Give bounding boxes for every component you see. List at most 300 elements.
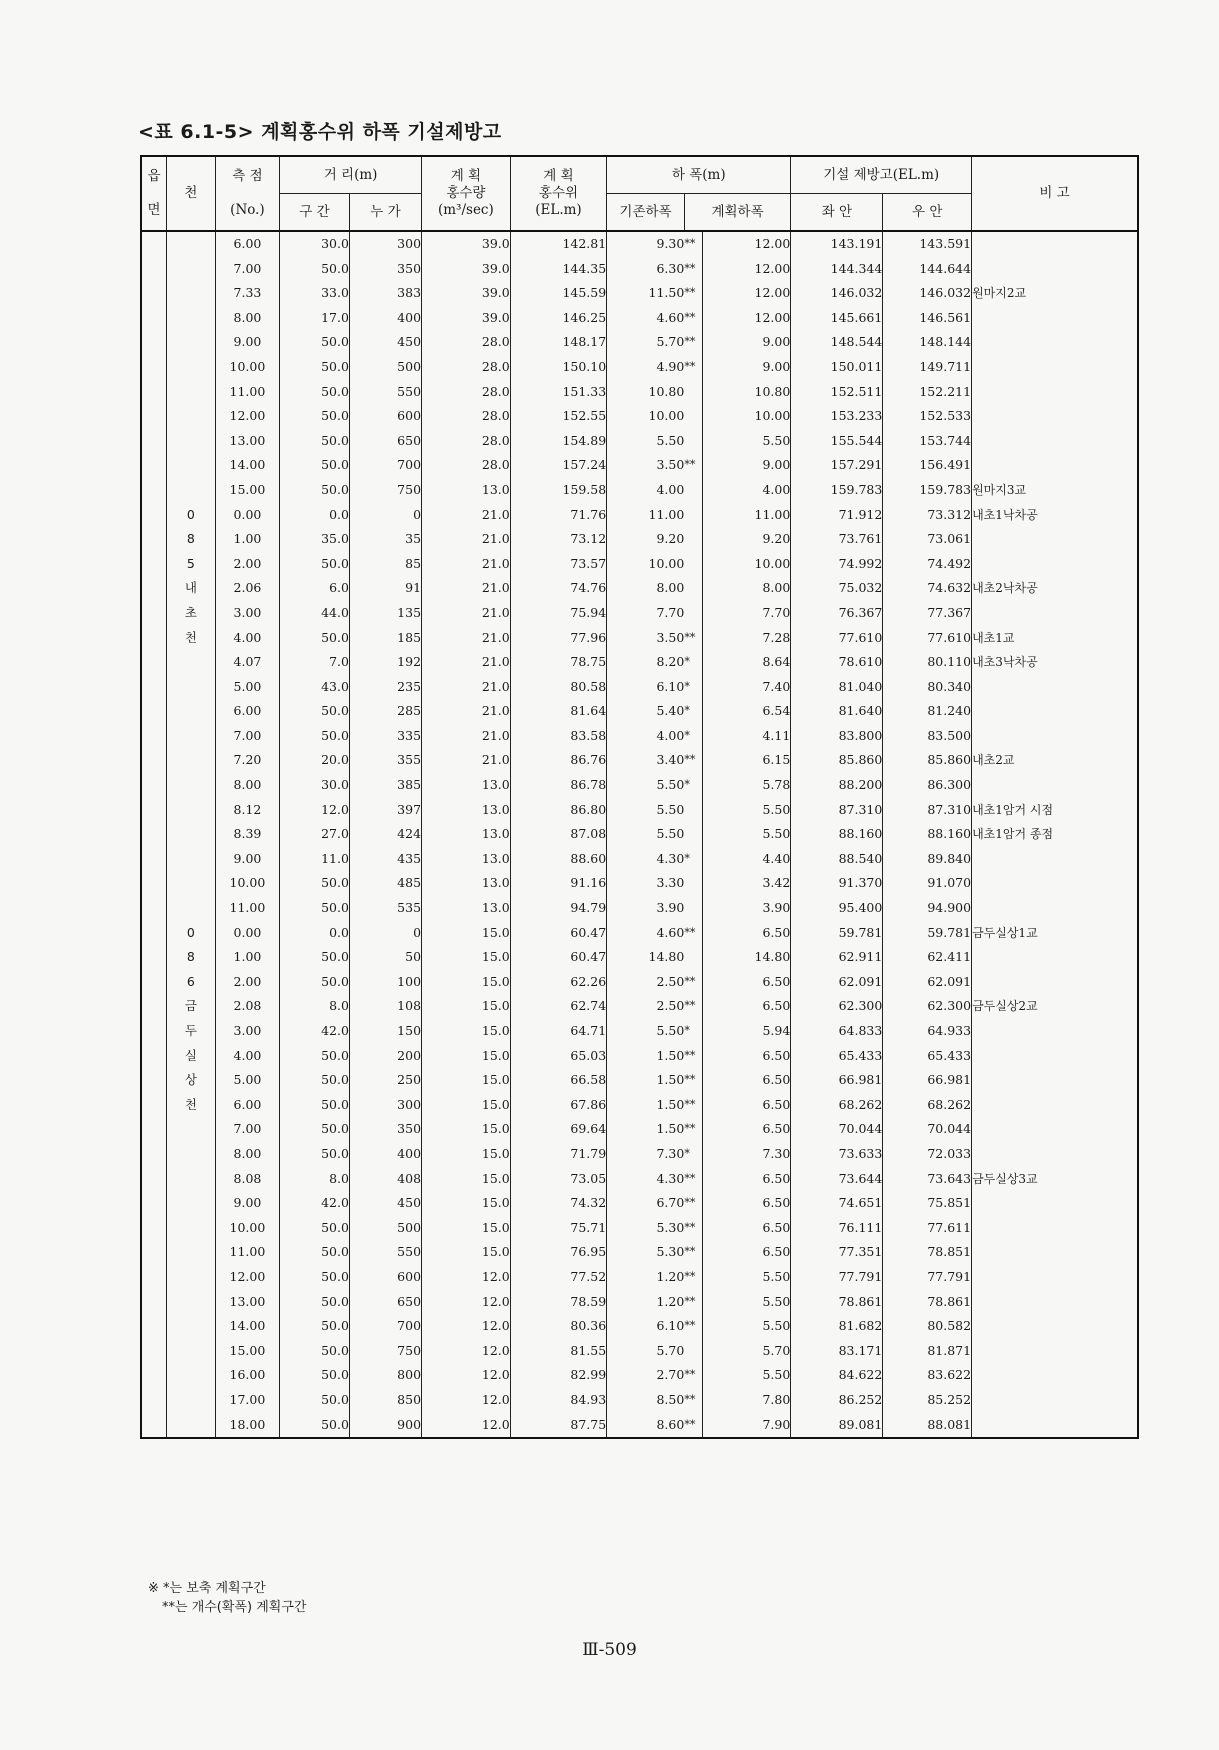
width-plan-cell: 6.50 bbox=[702, 1191, 791, 1216]
dist-cum-cell: 300 bbox=[349, 231, 421, 257]
table-row bbox=[141, 1314, 1138, 1339]
dist-cum-cell: 535 bbox=[349, 896, 421, 921]
level-cell: 73.05 bbox=[510, 1167, 606, 1192]
table-row bbox=[141, 1388, 1138, 1413]
width-mark-cell: * bbox=[684, 847, 702, 872]
dist-cum-cell: 500 bbox=[349, 355, 421, 380]
level-cell: 76.95 bbox=[510, 1240, 606, 1265]
stream-cell: 5 bbox=[167, 552, 216, 577]
station-cell: 6.00 bbox=[215, 699, 279, 724]
eup-cell bbox=[141, 822, 167, 847]
level-cell: 154.89 bbox=[510, 429, 606, 454]
bank-right-cell: 77.367 bbox=[883, 601, 972, 626]
eup-cell bbox=[141, 699, 167, 724]
bank-right-cell: 80.340 bbox=[883, 675, 972, 700]
station-cell: 8.12 bbox=[215, 798, 279, 823]
bank-right-cell: 146.561 bbox=[883, 306, 972, 331]
dist-cum-cell: 35 bbox=[349, 527, 421, 552]
flow-cell: 15.0 bbox=[422, 1240, 511, 1265]
bank-right-cell: 73.643 bbox=[883, 1167, 972, 1192]
stream-cell: 0 bbox=[167, 921, 216, 946]
width-exist-cell: 4.30 bbox=[607, 1167, 685, 1192]
width-exist-cell: 5.70 bbox=[607, 1339, 685, 1364]
flow-cell: 39.0 bbox=[422, 257, 511, 282]
station-cell: 9.00 bbox=[215, 1191, 279, 1216]
eup-cell bbox=[141, 650, 167, 675]
width-plan-cell: 6.54 bbox=[702, 699, 791, 724]
width-exist-cell: 1.20 bbox=[607, 1265, 685, 1290]
width-mark-cell: ** bbox=[684, 306, 702, 331]
eup-cell bbox=[141, 306, 167, 331]
level-cell: 64.71 bbox=[510, 1019, 606, 1044]
width-plan-cell: 6.50 bbox=[702, 1167, 791, 1192]
width-mark-cell bbox=[684, 478, 702, 503]
dist-cum-cell: 397 bbox=[349, 798, 421, 823]
width-exist-cell: 4.30 bbox=[607, 847, 685, 872]
width-mark-cell: ** bbox=[684, 1388, 702, 1413]
level-cell: 82.99 bbox=[510, 1363, 606, 1388]
flow-cell: 15.0 bbox=[422, 1216, 511, 1241]
bank-right-cell: 81.871 bbox=[883, 1339, 972, 1364]
dist-section-cell: 50.0 bbox=[280, 724, 350, 749]
dist-section-cell: 50.0 bbox=[280, 1093, 350, 1118]
flow-cell: 21.0 bbox=[422, 724, 511, 749]
table-row bbox=[141, 380, 1138, 405]
flow-cell: 21.0 bbox=[422, 527, 511, 552]
bank-left-cell: 77.610 bbox=[791, 626, 883, 651]
level-cell: 86.76 bbox=[510, 748, 606, 773]
bank-right-cell: 64.933 bbox=[883, 1019, 972, 1044]
table-row bbox=[141, 1363, 1138, 1388]
level-cell: 73.12 bbox=[510, 527, 606, 552]
bank-left-cell: 77.351 bbox=[791, 1240, 883, 1265]
dist-section-cell: 50.0 bbox=[280, 1068, 350, 1093]
width-plan-cell: 5.50 bbox=[702, 798, 791, 823]
width-plan-cell: 10.80 bbox=[702, 380, 791, 405]
station-cell: 1.00 bbox=[215, 527, 279, 552]
bank-right-cell: 88.081 bbox=[883, 1413, 972, 1439]
level-cell: 80.36 bbox=[510, 1314, 606, 1339]
dist-section-cell: 7.0 bbox=[280, 650, 350, 675]
dist-cum-cell: 91 bbox=[349, 576, 421, 601]
dist-cum-cell: 0 bbox=[349, 503, 421, 528]
bank-left-cell: 152.511 bbox=[791, 380, 883, 405]
station-cell: 6.00 bbox=[215, 1093, 279, 1118]
remark-cell: 내초1암거 시점 bbox=[972, 798, 1138, 823]
station-cell: 2.08 bbox=[215, 994, 279, 1019]
eup-cell bbox=[141, 675, 167, 700]
dist-cum-cell: 100 bbox=[349, 970, 421, 995]
table-row bbox=[141, 503, 1138, 528]
remark-cell bbox=[972, 355, 1138, 380]
width-plan-cell: 10.00 bbox=[702, 404, 791, 429]
dist-section-cell: 0.0 bbox=[280, 921, 350, 946]
station-cell: 16.00 bbox=[215, 1363, 279, 1388]
width-exist-cell: 5.30 bbox=[607, 1240, 685, 1265]
station-cell: 8.00 bbox=[215, 1142, 279, 1167]
level-cell: 77.96 bbox=[510, 626, 606, 651]
remark-cell bbox=[972, 404, 1138, 429]
dist-section-cell: 50.0 bbox=[280, 1363, 350, 1388]
level-cell: 144.35 bbox=[510, 257, 606, 282]
width-exist-cell: 14.80 bbox=[607, 945, 685, 970]
eup-cell bbox=[141, 1240, 167, 1265]
width-mark-cell: ** bbox=[684, 970, 702, 995]
dist-section-cell: 50.0 bbox=[280, 355, 350, 380]
width-plan-cell: 7.30 bbox=[702, 1142, 791, 1167]
eup-cell bbox=[141, 748, 167, 773]
flow-cell: 13.0 bbox=[422, 847, 511, 872]
table-row bbox=[141, 552, 1138, 577]
width-exist-cell: 2.70 bbox=[607, 1363, 685, 1388]
stream-cell bbox=[167, 896, 216, 921]
bank-left-cell: 74.651 bbox=[791, 1191, 883, 1216]
eup-cell bbox=[141, 281, 167, 306]
remark-cell bbox=[972, 1117, 1138, 1142]
width-exist-cell: 5.50 bbox=[607, 429, 685, 454]
level-cell: 66.58 bbox=[510, 1068, 606, 1093]
stream-cell bbox=[167, 330, 216, 355]
station-cell: 4.00 bbox=[215, 626, 279, 651]
flow-cell: 15.0 bbox=[422, 1117, 511, 1142]
stream-cell bbox=[167, 453, 216, 478]
flow-cell: 13.0 bbox=[422, 871, 511, 896]
note-widen: **는 개수(확폭) 계획구간 bbox=[162, 1600, 307, 1615]
bank-left-cell: 78.861 bbox=[791, 1290, 883, 1315]
width-exist-cell: 5.30 bbox=[607, 1216, 685, 1241]
station-cell: 2.00 bbox=[215, 552, 279, 577]
width-exist-cell: 7.30 bbox=[607, 1142, 685, 1167]
table-row bbox=[141, 281, 1138, 306]
level-cell: 74.32 bbox=[510, 1191, 606, 1216]
flow-cell: 15.0 bbox=[422, 1191, 511, 1216]
bank-left-cell: 76.111 bbox=[791, 1216, 883, 1241]
bank-right-cell: 85.860 bbox=[883, 748, 972, 773]
station-cell: 7.20 bbox=[215, 748, 279, 773]
eup-cell bbox=[141, 231, 167, 257]
table-row bbox=[141, 257, 1138, 282]
dist-section-cell: 50.0 bbox=[280, 699, 350, 724]
width-plan-cell: 5.50 bbox=[702, 429, 791, 454]
width-mark-cell: * bbox=[684, 773, 702, 798]
dist-cum-cell: 200 bbox=[349, 1044, 421, 1069]
bank-left-cell: 70.044 bbox=[791, 1117, 883, 1142]
table-row bbox=[141, 404, 1138, 429]
remark-cell bbox=[972, 896, 1138, 921]
width-plan-cell: 5.94 bbox=[702, 1019, 791, 1044]
bank-left-cell: 62.911 bbox=[791, 945, 883, 970]
dist-section-cell: 30.0 bbox=[280, 231, 350, 257]
bank-right-cell: 83.622 bbox=[883, 1363, 972, 1388]
width-mark-cell: * bbox=[684, 650, 702, 675]
width-mark-cell: ** bbox=[684, 1191, 702, 1216]
dist-section-cell: 12.0 bbox=[280, 798, 350, 823]
eup-cell bbox=[141, 1117, 167, 1142]
width-plan-cell: 5.50 bbox=[702, 1363, 791, 1388]
table-row bbox=[141, 355, 1138, 380]
remark-cell bbox=[972, 675, 1138, 700]
dist-cum-cell: 150 bbox=[349, 1019, 421, 1044]
bank-right-cell: 85.252 bbox=[883, 1388, 972, 1413]
stream-cell: 6 bbox=[167, 970, 216, 995]
width-exist-cell: 9.30 bbox=[607, 231, 685, 257]
station-cell: 9.00 bbox=[215, 847, 279, 872]
width-plan-cell: 10.00 bbox=[702, 552, 791, 577]
stream-cell bbox=[167, 798, 216, 823]
stream-cell bbox=[167, 1191, 216, 1216]
bank-left-cell: 150.011 bbox=[791, 355, 883, 380]
table-row bbox=[141, 527, 1138, 552]
stream-cell: 8 bbox=[167, 945, 216, 970]
width-plan-cell: 6.50 bbox=[702, 921, 791, 946]
width-mark-cell: ** bbox=[684, 1093, 702, 1118]
bank-left-cell: 73.761 bbox=[791, 527, 883, 552]
remark-cell bbox=[972, 871, 1138, 896]
width-plan-cell: 5.50 bbox=[702, 1314, 791, 1339]
bank-right-cell: 80.582 bbox=[883, 1314, 972, 1339]
dist-cum-cell: 450 bbox=[349, 330, 421, 355]
width-mark-cell bbox=[684, 503, 702, 528]
bank-left-cell: 73.644 bbox=[791, 1167, 883, 1192]
bank-left-cell: 78.610 bbox=[791, 650, 883, 675]
level-cell: 69.64 bbox=[510, 1117, 606, 1142]
dist-cum-cell: 650 bbox=[349, 429, 421, 454]
table-row bbox=[141, 994, 1138, 1019]
bank-left-cell: 91.370 bbox=[791, 871, 883, 896]
bank-right-cell: 159.783 bbox=[883, 478, 972, 503]
width-plan-cell: 7.40 bbox=[702, 675, 791, 700]
level-cell: 78.59 bbox=[510, 1290, 606, 1315]
width-plan-cell: 6.50 bbox=[702, 1117, 791, 1142]
eup-cell bbox=[141, 355, 167, 380]
flow-cell: 28.0 bbox=[422, 404, 511, 429]
bank-right-cell: 148.144 bbox=[883, 330, 972, 355]
bank-right-cell: 62.091 bbox=[883, 970, 972, 995]
level-cell: 145.59 bbox=[510, 281, 606, 306]
width-exist-cell: 8.20 bbox=[607, 650, 685, 675]
level-cell: 81.64 bbox=[510, 699, 606, 724]
width-exist-cell: 5.50 bbox=[607, 798, 685, 823]
stream-cell bbox=[167, 281, 216, 306]
bank-left-cell: 59.781 bbox=[791, 921, 883, 946]
bank-left-cell: 88.160 bbox=[791, 822, 883, 847]
width-exist-cell: 2.50 bbox=[607, 994, 685, 1019]
table-row bbox=[141, 1093, 1138, 1118]
width-plan-cell: 4.40 bbox=[702, 847, 791, 872]
station-cell: 12.00 bbox=[215, 1265, 279, 1290]
stream-cell bbox=[167, 1363, 216, 1388]
remark-cell bbox=[972, 330, 1138, 355]
station-cell: 15.00 bbox=[215, 478, 279, 503]
bank-right-cell: 59.781 bbox=[883, 921, 972, 946]
eup-cell bbox=[141, 1068, 167, 1093]
dist-section-cell: 50.0 bbox=[280, 1216, 350, 1241]
width-exist-cell: 3.90 bbox=[607, 896, 685, 921]
table-row bbox=[141, 478, 1138, 503]
dist-section-cell: 50.0 bbox=[280, 1142, 350, 1167]
stream-cell bbox=[167, 1388, 216, 1413]
remark-cell: 내초2교 bbox=[972, 748, 1138, 773]
eup-cell bbox=[141, 1044, 167, 1069]
bank-left-cell: 73.633 bbox=[791, 1142, 883, 1167]
table-row bbox=[141, 1240, 1138, 1265]
flow-cell: 13.0 bbox=[422, 478, 511, 503]
header-level: 계 획 홍수위 (EL.m) bbox=[510, 156, 606, 231]
flow-cell: 13.0 bbox=[422, 896, 511, 921]
width-plan-cell: 5.78 bbox=[702, 773, 791, 798]
stream-cell bbox=[167, 1290, 216, 1315]
level-cell: 60.47 bbox=[510, 945, 606, 970]
remark-cell bbox=[972, 1339, 1138, 1364]
remark-cell: 내초1낙차공 bbox=[972, 503, 1138, 528]
dist-cum-cell: 385 bbox=[349, 773, 421, 798]
width-mark-cell: ** bbox=[684, 1265, 702, 1290]
width-plan-cell: 3.42 bbox=[702, 871, 791, 896]
width-mark-cell: ** bbox=[684, 1068, 702, 1093]
width-mark-cell: ** bbox=[684, 1363, 702, 1388]
station-cell: 7.00 bbox=[215, 257, 279, 282]
eup-cell bbox=[141, 626, 167, 651]
width-mark-cell bbox=[684, 404, 702, 429]
level-cell: 62.26 bbox=[510, 970, 606, 995]
remark-cell: 원마지3교 bbox=[972, 478, 1138, 503]
bank-right-cell: 70.044 bbox=[883, 1117, 972, 1142]
header-width: 하 폭(m) bbox=[607, 156, 791, 194]
eup-cell bbox=[141, 970, 167, 995]
dist-cum-cell: 700 bbox=[349, 1314, 421, 1339]
width-plan-cell: 6.50 bbox=[702, 1240, 791, 1265]
bank-left-cell: 146.032 bbox=[791, 281, 883, 306]
dist-cum-cell: 400 bbox=[349, 306, 421, 331]
dist-section-cell: 11.0 bbox=[280, 847, 350, 872]
dist-cum-cell: 185 bbox=[349, 626, 421, 651]
flow-cell: 12.0 bbox=[422, 1413, 511, 1439]
dist-cum-cell: 0 bbox=[349, 921, 421, 946]
width-exist-cell: 5.70 bbox=[607, 330, 685, 355]
stream-cell bbox=[167, 1265, 216, 1290]
header-bank-right: 우 안 bbox=[883, 194, 972, 232]
width-plan-cell: 6.50 bbox=[702, 994, 791, 1019]
width-mark-cell bbox=[684, 1339, 702, 1364]
remark-cell bbox=[972, 1216, 1138, 1241]
remark-cell bbox=[972, 970, 1138, 995]
bank-right-cell: 94.900 bbox=[883, 896, 972, 921]
remark-cell: 내초1교 bbox=[972, 626, 1138, 651]
station-cell: 8.00 bbox=[215, 306, 279, 331]
stream-cell bbox=[167, 1413, 216, 1439]
stream-cell bbox=[167, 773, 216, 798]
station-cell: 10.00 bbox=[215, 1216, 279, 1241]
eup-cell bbox=[141, 478, 167, 503]
station-cell: 11.00 bbox=[215, 380, 279, 405]
flow-cell: 15.0 bbox=[422, 1142, 511, 1167]
dist-section-cell: 8.0 bbox=[280, 1167, 350, 1192]
bank-right-cell: 62.411 bbox=[883, 945, 972, 970]
eup-cell bbox=[141, 552, 167, 577]
table-row bbox=[141, 650, 1138, 675]
station-cell: 14.00 bbox=[215, 453, 279, 478]
width-mark-cell: * bbox=[684, 675, 702, 700]
dist-section-cell: 50.0 bbox=[280, 871, 350, 896]
level-cell: 67.86 bbox=[510, 1093, 606, 1118]
stream-cell bbox=[167, 1117, 216, 1142]
stream-cell bbox=[167, 847, 216, 872]
width-mark-cell: ** bbox=[684, 231, 702, 257]
width-exist-cell: 10.80 bbox=[607, 380, 685, 405]
station-cell: 10.00 bbox=[215, 355, 279, 380]
width-plan-cell: 5.50 bbox=[702, 1265, 791, 1290]
width-plan-cell: 6.50 bbox=[702, 1044, 791, 1069]
bank-right-cell: 66.981 bbox=[883, 1068, 972, 1093]
flow-cell: 13.0 bbox=[422, 773, 511, 798]
level-cell: 62.74 bbox=[510, 994, 606, 1019]
bank-right-cell: 83.500 bbox=[883, 724, 972, 749]
eup-cell bbox=[141, 921, 167, 946]
level-cell: 71.76 bbox=[510, 503, 606, 528]
bank-right-cell: 149.711 bbox=[883, 355, 972, 380]
bank-right-cell: 74.632 bbox=[883, 576, 972, 601]
station-cell: 13.00 bbox=[215, 1290, 279, 1315]
remark-cell bbox=[972, 1290, 1138, 1315]
table-row bbox=[141, 945, 1138, 970]
flow-cell: 21.0 bbox=[422, 576, 511, 601]
bank-right-cell: 86.300 bbox=[883, 773, 972, 798]
remark-cell bbox=[972, 231, 1138, 257]
width-exist-cell: 3.50 bbox=[607, 453, 685, 478]
dist-cum-cell: 600 bbox=[349, 1265, 421, 1290]
remark-cell bbox=[972, 429, 1138, 454]
note-reinforce: ※ *는 보축 계획구간 bbox=[148, 1581, 266, 1596]
table-row bbox=[141, 1142, 1138, 1167]
bank-right-cell: 68.262 bbox=[883, 1093, 972, 1118]
bank-left-cell: 81.640 bbox=[791, 699, 883, 724]
width-plan-cell: 9.00 bbox=[702, 330, 791, 355]
station-cell: 0.00 bbox=[215, 503, 279, 528]
header-bank: 기설 제방고(EL.m) bbox=[791, 156, 972, 194]
dist-cum-cell: 650 bbox=[349, 1290, 421, 1315]
level-cell: 60.47 bbox=[510, 921, 606, 946]
eup-cell bbox=[141, 1093, 167, 1118]
width-exist-cell: 5.50 bbox=[607, 822, 685, 847]
stream-cell: 내 bbox=[167, 576, 216, 601]
level-cell: 87.08 bbox=[510, 822, 606, 847]
width-exist-cell: 5.40 bbox=[607, 699, 685, 724]
header-station: 측 점 (No.) bbox=[215, 156, 279, 231]
eup-cell bbox=[141, 1019, 167, 1044]
eup-cell bbox=[141, 1167, 167, 1192]
header-bank-left: 좌 안 bbox=[791, 194, 883, 232]
station-cell: 5.00 bbox=[215, 1068, 279, 1093]
table-row bbox=[141, 675, 1138, 700]
flow-cell: 39.0 bbox=[422, 231, 511, 257]
dist-cum-cell: 135 bbox=[349, 601, 421, 626]
station-cell: 8.39 bbox=[215, 822, 279, 847]
level-cell: 74.76 bbox=[510, 576, 606, 601]
remark-cell: 내초3낙차공 bbox=[972, 650, 1138, 675]
remark-cell bbox=[972, 1191, 1138, 1216]
remark-cell bbox=[972, 453, 1138, 478]
dist-section-cell: 50.0 bbox=[280, 1044, 350, 1069]
table-row bbox=[141, 453, 1138, 478]
bank-right-cell: 152.533 bbox=[883, 404, 972, 429]
flow-cell: 13.0 bbox=[422, 798, 511, 823]
dist-cum-cell: 192 bbox=[349, 650, 421, 675]
dist-section-cell: 50.0 bbox=[280, 552, 350, 577]
level-cell: 81.55 bbox=[510, 1339, 606, 1364]
dist-cum-cell: 450 bbox=[349, 1191, 421, 1216]
flow-cell: 28.0 bbox=[422, 429, 511, 454]
eup-cell bbox=[141, 1142, 167, 1167]
